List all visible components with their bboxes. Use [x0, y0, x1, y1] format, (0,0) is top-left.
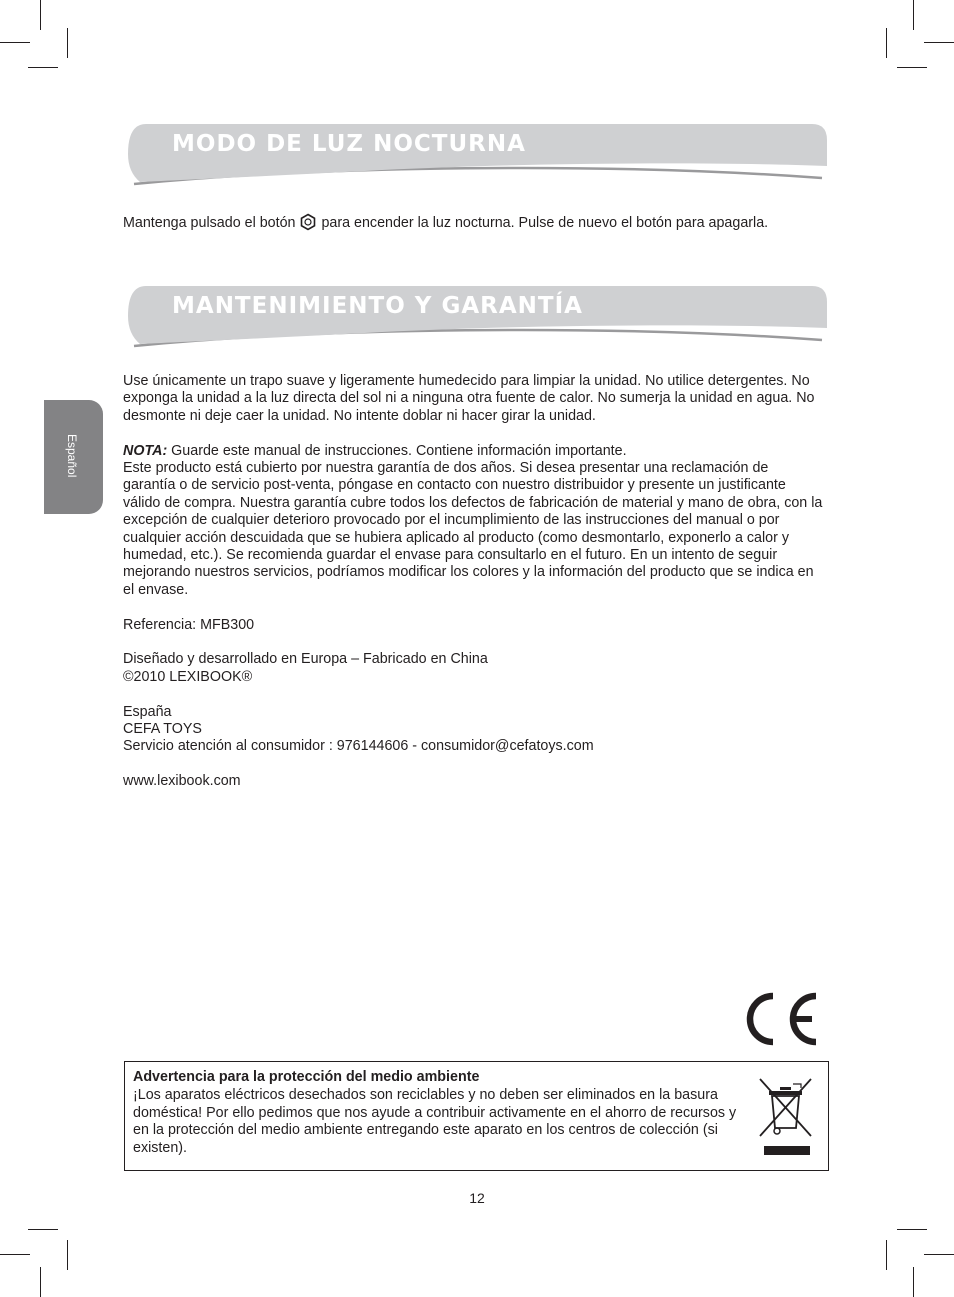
environment-warning-box — [124, 1061, 829, 1171]
warning-body: ¡Los aparatos eléctricos desechados son reciclables y no deben ser eliminados en la basura doméstica! Por ello pedimos que nos ayude a contribuir activamente en el ahorro de recursos y en la protección del medio ambiente entregando este aparato en los centros de colección (si existen). — [133, 1086, 737, 1157]
note-paragraph — [123, 443, 823, 460]
reference: Referencia: MFB300 — [123, 616, 255, 633]
section-banner-maintenance — [122, 284, 834, 356]
warning-title: Advertencia para la protección del medio ambiente — [133, 1069, 480, 1085]
copyright: ©2010 LEXIBOOK® — [123, 668, 253, 685]
crossed-bin-icon — [757, 1076, 817, 1158]
consumer-service: Servicio atención al consumidor : 976144606 - consumidor@cefatoys.com — [123, 738, 594, 755]
section-banner-night-light — [122, 122, 834, 194]
warranty-paragraph: Este producto está cubierto por nuestra garantía de dos años. Si desea presentar una reclamación de garantía o de servicio post-venta, póngase en contacto con nuestro distribuidor y presente un justificante válido de compra. Nuestra garantía cubre todos los defectos de fabricación de material y mano de obra, con la excepción de cualquier deterioro provocado por el incumplimiento de las instrucciones del manual o por cualquier acción descuidada que se hubiera aplicado al producto (como desmontarlo, exponerlo a calor y humedad, etc.). Se recomienda guardar el envase para consultarlo en el futuro. En un intento de seguir mejorando nuestros servicios, podríamos modificar los colores y la información del producto que se indica en el envase. — [123, 460, 823, 598]
section-title: MODO DE LUZ NOCTURNA — [172, 131, 526, 157]
language-label: Español — [65, 434, 79, 478]
ce-mark-icon — [742, 990, 822, 1048]
maintenance-text — [123, 373, 823, 791]
note-text: Guarde este manual de instrucciones. Contiene información importante. — [167, 442, 627, 459]
page-number: 12 — [469, 1190, 485, 1206]
section-title: MANTENIMIENTO Y GARANTÍA — [172, 293, 583, 319]
country: España — [123, 703, 172, 720]
note-label: NOTA: — [123, 442, 168, 459]
light-button-icon — [299, 213, 317, 231]
instruction-text-end: para encender la luz nocturna. Pulse de nuevo el botón para apagarla. — [317, 215, 769, 231]
instruction-text: Mantenga pulsado el botón — [123, 215, 300, 231]
cleaning-paragraph: Use únicamente un trapo suave y ligeramente humedecido para limpiar la unidad. No utilice detergentes. No exponga la unidad a la luz directa del sol ni a ninguna otra fuente de calor. No sumerja la unidad en agua. No desmonte ni deje caer la unidad. No intente doblar ni hacer girar la unidad. — [123, 373, 815, 424]
warning-text-block — [133, 1069, 753, 1158]
designed-line: Diseñado y desarrollado en Europa – Fabricado en China — [123, 651, 488, 668]
distributor: CEFA TOYS — [123, 721, 202, 738]
website: www.lexibook.com — [123, 773, 241, 790]
language-tab — [44, 400, 103, 514]
night-light-text — [123, 213, 823, 232]
